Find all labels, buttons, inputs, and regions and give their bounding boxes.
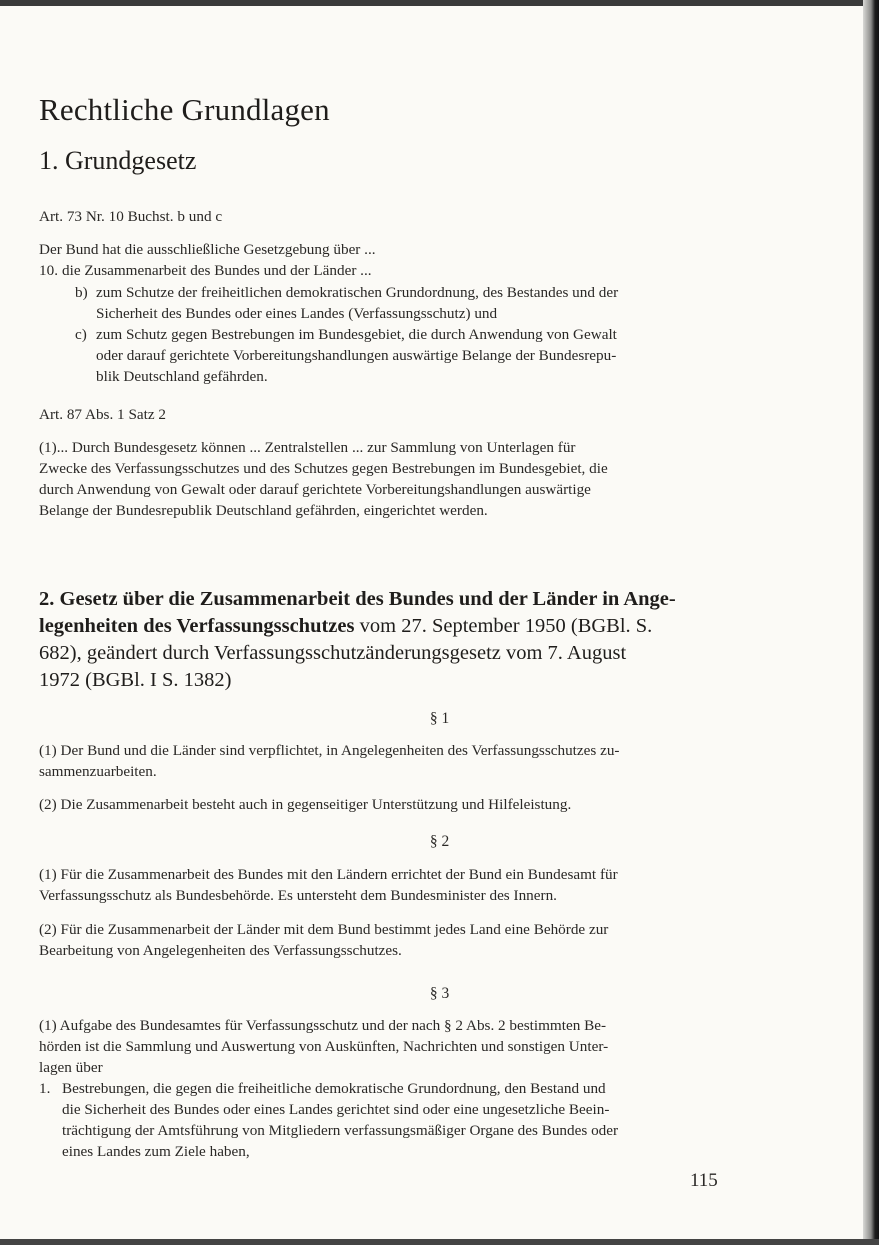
art87-reference: Art. 87 Abs. 1 Satz 2 bbox=[39, 406, 166, 423]
p3-item1-line2: die Sicherheit des Bundes oder eines Landes gerichtet sind oder eine ungesetzliche Beein- bbox=[62, 1101, 610, 1118]
paragraph-1-sign: § 1 bbox=[429, 710, 450, 727]
art73-item10-text: die Zusammenarbeit des Bundes und der Länder ... bbox=[62, 262, 372, 279]
p1-abs1-line2: sammenzuarbeiten. bbox=[39, 763, 157, 780]
p3-item1-line3: trächtigung der Amtsführung von Mitgliedern verfassungsmäßiger Organe des Bundes oder bbox=[62, 1122, 619, 1139]
art87-text-line3: durch Anwendung von Gewalt oder darauf gerichtete Vorbereitungshandlungen auswärtige bbox=[39, 481, 591, 498]
paragraph-3-sign: § 3 bbox=[429, 985, 450, 1002]
art87-text-line4: Belange der Bundesrepublik Deutschland gefährden, eingerichtet werden. bbox=[39, 502, 488, 519]
art73-item-b-line2: Sicherheit des Bundes oder eines Landes (Verfassungsschutz) und bbox=[96, 305, 498, 322]
p3-item1-line4: eines Landes zum Ziele haben, bbox=[62, 1143, 250, 1160]
p3-abs1-line2: hörden ist die Sammlung und Auswertung von Auskünften, Nachrichten und sonstigen Unter- bbox=[39, 1038, 609, 1055]
p3-abs1-line3: lagen über bbox=[39, 1059, 103, 1076]
page-heading: Rechtliche Grundlagen bbox=[39, 92, 330, 127]
art73-item-b-line1: zum Schutze der freiheitlichen demokratischen Grundordnung, des Bestandes und der bbox=[96, 284, 619, 301]
art73-reference: Art. 73 Nr. 10 Buchst. b und c bbox=[39, 208, 223, 225]
section-2-title-line-4: 1972 (BGBl. I S. 1382) bbox=[39, 669, 232, 691]
art73-intro: Der Bund hat die ausschließliche Gesetzgebung über ... bbox=[39, 241, 376, 258]
art73-item-c-line1: zum Schutz gegen Bestrebungen im Bundesgebiet, die durch Anwendung von Gewalt bbox=[96, 326, 617, 343]
p1-abs1-line1: (1) Der Bund und die Länder sind verpflichtet, in Angelegenheiten des Verfassungsschutzes zu- bbox=[39, 742, 620, 759]
p1-abs2: (2) Die Zusammenarbeit besteht auch in gegenseitiger Unterstützung und Hilfeleistung. bbox=[39, 796, 572, 813]
art73-item-b-label: b) bbox=[75, 284, 88, 301]
p3-item1-number: 1. bbox=[39, 1080, 51, 1097]
section-2-title bbox=[39, 586, 729, 694]
art87-text-line2: Zwecke des Verfassungsschutzes und des Schutzes gegen Bestrebungen im Bundesgebiet, die bbox=[39, 460, 608, 477]
p3-item1-line1: Bestrebungen, die gegen die freiheitliche demokratische Grundordnung, den Bestand und bbox=[62, 1080, 606, 1097]
section-2-title-bold-2: legenheiten des Verfassungsschutzes bbox=[39, 615, 355, 637]
section-2-title-bold-1: 2. Gesetz über die Zusammenarbeit des Bundes und der Länder in Ange- bbox=[39, 588, 676, 610]
page-number: 115 bbox=[690, 1170, 718, 1191]
art73-item10-number: 10. bbox=[39, 262, 58, 279]
art87-text-line1: (1)... Durch Bundesgesetz können ... Zentralstellen ... zur Sammlung von Unterlagen für bbox=[39, 439, 576, 456]
art73-item-c-line2: oder darauf gerichtete Vorbereitungshandlungen auswärtige Belange der Bundesrepu- bbox=[96, 347, 617, 364]
art73-item-c-label: c) bbox=[75, 326, 87, 343]
p2-abs2-line1: (2) Für die Zusammenarbeit der Länder mit dem Bund bestimmt jedes Land eine Behörde zur bbox=[39, 921, 609, 938]
p3-abs1-line1: (1) Aufgabe des Bundesamtes für Verfassungsschutz und der nach § 2 Abs. 2 bestimmten Be- bbox=[39, 1017, 607, 1034]
paragraph-2-sign: § 2 bbox=[429, 833, 450, 850]
p2-abs1-line1: (1) Für die Zusammenarbeit des Bundes mit den Ländern errichtet der Bund ein Bundesamt für bbox=[39, 866, 618, 883]
section-2-title-line-3: 682), geändert durch Verfassungsschutzänderungsgesetz vom 7. August bbox=[39, 642, 627, 664]
section-2-title-rest-2: vom 27. September 1950 (BGBl. S. bbox=[354, 615, 653, 637]
art73-item-c-line3: blik Deutschland gefährden. bbox=[96, 368, 268, 385]
section-1-title: 1. Grundgesetz bbox=[39, 146, 197, 175]
p2-abs1-line2: Verfassungsschutz als Bundesbehörde. Es untersteht dem Bundesminister des Innern. bbox=[39, 887, 557, 904]
p2-abs2-line2: Bearbeitung von Angelegenheiten des Verfassungsschutzes. bbox=[39, 942, 402, 959]
